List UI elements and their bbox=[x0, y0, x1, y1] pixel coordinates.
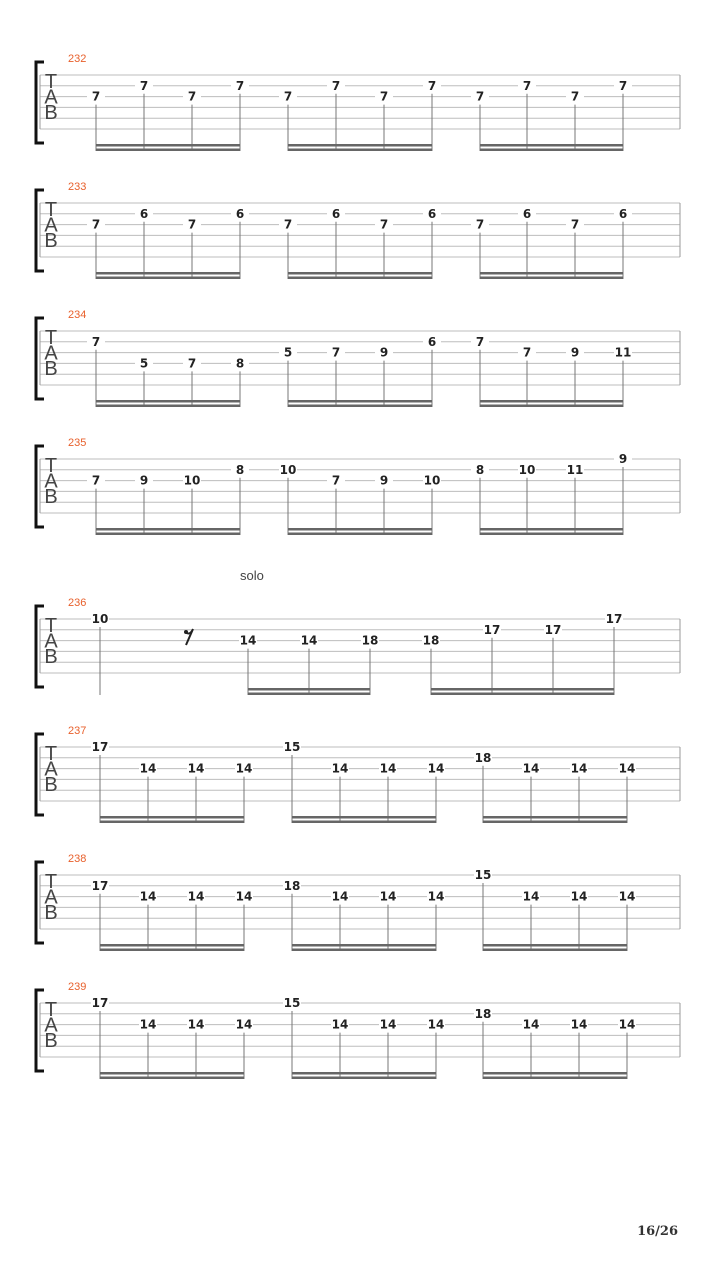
fret-number: 7 bbox=[475, 334, 485, 349]
beam bbox=[288, 272, 432, 275]
fret-number: 5 bbox=[283, 345, 293, 360]
measure-number: 233 bbox=[68, 181, 87, 193]
fret-number: 9 bbox=[379, 345, 389, 360]
tab-clef-letter: A bbox=[44, 758, 58, 781]
measure-number: 237 bbox=[68, 725, 87, 737]
fret-number: 17 bbox=[605, 612, 623, 626]
fret-number: 14 bbox=[300, 633, 318, 648]
measure-number: 232 bbox=[68, 53, 87, 65]
fret-number: 7 bbox=[187, 217, 197, 232]
fret-number: 14 bbox=[427, 889, 445, 904]
fret-number: 7 bbox=[522, 345, 532, 360]
beam bbox=[288, 400, 432, 403]
fret-number: 7 bbox=[331, 345, 341, 360]
fret-number: 7 bbox=[91, 334, 101, 349]
eighth-rest-dot bbox=[184, 630, 188, 634]
fret-number: 14 bbox=[379, 761, 397, 776]
fret-number: 14 bbox=[235, 889, 253, 904]
tab-system bbox=[36, 309, 680, 407]
beam bbox=[483, 1072, 627, 1075]
beam bbox=[480, 533, 623, 536]
tab-clef-letter: A bbox=[44, 630, 58, 653]
solo-annotation: solo bbox=[240, 568, 264, 583]
fret-number: 17 bbox=[91, 996, 109, 1010]
fret-number: 7 bbox=[379, 89, 389, 104]
fret-number: 14 bbox=[235, 1017, 253, 1032]
fret-number: 9 bbox=[139, 473, 149, 488]
fret-number: 7 bbox=[91, 217, 101, 232]
fret-number: 7 bbox=[570, 217, 580, 232]
measure-number: 239 bbox=[68, 981, 87, 993]
tab-clef-letter: A bbox=[44, 86, 58, 109]
tab-system bbox=[36, 53, 680, 151]
fret-number: 5 bbox=[139, 356, 149, 371]
fret-number: 8 bbox=[475, 462, 485, 477]
fret-number: 10 bbox=[183, 473, 201, 488]
fret-number: 6 bbox=[522, 206, 532, 221]
tab-clef-letter: T bbox=[44, 871, 58, 893]
tab-system bbox=[36, 568, 680, 695]
fret-number: 18 bbox=[422, 633, 440, 648]
fret-number: 7 bbox=[283, 217, 293, 232]
fret-number: 14 bbox=[427, 1017, 445, 1032]
fret-number: 10 bbox=[518, 462, 536, 477]
fret-number: 7 bbox=[475, 89, 485, 104]
fret-number: 18 bbox=[283, 878, 301, 893]
beam bbox=[483, 1077, 627, 1080]
beam bbox=[96, 533, 240, 536]
tab-clef-letter: T bbox=[44, 327, 58, 349]
tab-clef-letter: A bbox=[44, 1014, 58, 1037]
fret-number: 7 bbox=[187, 356, 197, 371]
fret-number: 10 bbox=[91, 612, 109, 626]
fret-number: 6 bbox=[235, 206, 245, 221]
beam bbox=[292, 821, 436, 824]
beam bbox=[292, 816, 436, 819]
beam bbox=[288, 144, 432, 147]
tab-system bbox=[36, 181, 680, 279]
measure-number: 238 bbox=[68, 853, 87, 865]
fret-number: 17 bbox=[544, 622, 562, 637]
tab-clef-letter: A bbox=[44, 214, 58, 237]
beam bbox=[292, 1072, 436, 1075]
fret-number: 14 bbox=[427, 761, 445, 776]
beam bbox=[480, 144, 623, 147]
fret-number: 14 bbox=[331, 889, 349, 904]
beam bbox=[248, 693, 370, 696]
beam bbox=[96, 528, 240, 531]
fret-number: 7 bbox=[187, 89, 197, 104]
tab-clef-letter: B bbox=[44, 1030, 58, 1052]
fret-number: 9 bbox=[618, 452, 628, 466]
beam bbox=[96, 272, 240, 275]
beam bbox=[100, 1077, 244, 1080]
beam bbox=[431, 693, 614, 696]
fret-number: 14 bbox=[570, 889, 588, 904]
fret-number: 14 bbox=[379, 889, 397, 904]
beam bbox=[288, 405, 432, 408]
fret-number: 8 bbox=[235, 462, 245, 477]
tab-clef-letter: B bbox=[44, 902, 58, 924]
fret-number: 14 bbox=[618, 889, 636, 904]
fret-number: 7 bbox=[379, 217, 389, 232]
beam bbox=[100, 944, 244, 947]
fret-number: 6 bbox=[331, 206, 341, 221]
beam bbox=[480, 149, 623, 152]
fret-number: 14 bbox=[331, 761, 349, 776]
fret-number: 17 bbox=[91, 740, 109, 754]
beam bbox=[480, 528, 623, 531]
fret-number: 14 bbox=[522, 889, 540, 904]
fret-number: 11 bbox=[614, 345, 632, 360]
beam bbox=[96, 277, 240, 280]
beam bbox=[480, 272, 623, 275]
fret-number: 7 bbox=[331, 473, 341, 488]
beam bbox=[288, 528, 432, 531]
tab-clef-letter: T bbox=[44, 71, 58, 93]
fret-number: 14 bbox=[139, 1017, 157, 1032]
fret-number: 15 bbox=[474, 868, 492, 882]
tab-clef-letter: B bbox=[44, 774, 58, 796]
tab-clef-letter: A bbox=[44, 470, 58, 493]
fret-number: 6 bbox=[427, 206, 437, 221]
fret-number: 18 bbox=[361, 633, 379, 648]
tab-clef-letter: B bbox=[44, 230, 58, 252]
tab-system bbox=[36, 725, 680, 823]
beam bbox=[292, 944, 436, 947]
fret-number: 7 bbox=[283, 89, 293, 104]
beam bbox=[292, 949, 436, 952]
beam bbox=[288, 277, 432, 280]
tab-clef-letter: T bbox=[44, 455, 58, 477]
beam bbox=[100, 949, 244, 952]
fret-number: 7 bbox=[522, 78, 532, 93]
fret-number: 14 bbox=[379, 1017, 397, 1032]
tab-system bbox=[36, 437, 680, 535]
tab-clef-letter: T bbox=[44, 999, 58, 1021]
fret-number: 7 bbox=[618, 78, 628, 93]
measure-number: 234 bbox=[68, 309, 87, 321]
tab-clef-letter: B bbox=[44, 486, 58, 508]
fret-number: 14 bbox=[239, 633, 257, 648]
fret-number: 7 bbox=[139, 78, 149, 93]
beam bbox=[100, 821, 244, 824]
tab-clef-letter: A bbox=[44, 886, 58, 909]
page-number: 16/26 bbox=[637, 1224, 678, 1239]
fret-number: 8 bbox=[235, 356, 245, 371]
tab-clef-letter: A bbox=[44, 342, 58, 365]
beam bbox=[483, 944, 627, 947]
fret-number: 6 bbox=[139, 206, 149, 221]
beam bbox=[483, 821, 627, 824]
fret-number: 17 bbox=[483, 622, 501, 637]
beam bbox=[480, 400, 623, 403]
tab-system bbox=[36, 853, 680, 951]
tab-system bbox=[36, 981, 680, 1079]
fret-number: 6 bbox=[618, 206, 628, 221]
tab-clef-letter: B bbox=[44, 646, 58, 668]
beam bbox=[480, 405, 623, 408]
beam bbox=[100, 816, 244, 819]
fret-number: 7 bbox=[91, 89, 101, 104]
beam bbox=[483, 949, 627, 952]
beam bbox=[248, 688, 370, 691]
fret-number: 9 bbox=[570, 345, 580, 360]
fret-number: 14 bbox=[187, 1017, 205, 1032]
tab-clef-letter: T bbox=[44, 743, 58, 765]
beam bbox=[483, 816, 627, 819]
tab-clef-letter: B bbox=[44, 102, 58, 124]
beam bbox=[96, 405, 240, 408]
beam bbox=[96, 149, 240, 152]
fret-number: 7 bbox=[475, 217, 485, 232]
beam bbox=[431, 688, 614, 691]
fret-number: 15 bbox=[283, 996, 301, 1010]
beam bbox=[288, 533, 432, 536]
fret-number: 14 bbox=[522, 761, 540, 776]
fret-number: 14 bbox=[570, 1017, 588, 1032]
fret-number: 18 bbox=[474, 1006, 492, 1021]
fret-number: 14 bbox=[139, 761, 157, 776]
fret-number: 11 bbox=[566, 462, 584, 477]
tab-clef-letter: B bbox=[44, 358, 58, 380]
fret-number: 6 bbox=[427, 334, 437, 349]
fret-number: 14 bbox=[618, 1017, 636, 1032]
fret-number: 7 bbox=[235, 78, 245, 93]
beam bbox=[96, 400, 240, 403]
fret-number: 7 bbox=[427, 78, 437, 93]
beam bbox=[96, 144, 240, 147]
measure-number: 235 bbox=[68, 437, 87, 449]
beam bbox=[480, 277, 623, 280]
fret-number: 14 bbox=[139, 889, 157, 904]
beam bbox=[100, 1072, 244, 1075]
fret-number: 17 bbox=[91, 878, 109, 893]
fret-number: 14 bbox=[570, 761, 588, 776]
fret-number: 7 bbox=[570, 89, 580, 104]
fret-number: 14 bbox=[187, 889, 205, 904]
fret-number: 9 bbox=[379, 473, 389, 488]
fret-number: 14 bbox=[235, 761, 253, 776]
measure-number: 236 bbox=[68, 597, 87, 609]
fret-number: 14 bbox=[331, 1017, 349, 1032]
beam bbox=[288, 149, 432, 152]
tab-clef-letter: T bbox=[44, 615, 58, 637]
fret-number: 14 bbox=[187, 761, 205, 776]
fret-number: 10 bbox=[279, 462, 297, 477]
fret-number: 10 bbox=[423, 473, 441, 488]
fret-number: 15 bbox=[283, 740, 301, 754]
fret-number: 7 bbox=[331, 78, 341, 93]
fret-number: 18 bbox=[474, 750, 492, 765]
tab-clef-letter: T bbox=[44, 199, 58, 221]
fret-number: 7 bbox=[91, 473, 101, 488]
fret-number: 14 bbox=[618, 761, 636, 776]
beam bbox=[292, 1077, 436, 1080]
fret-number: 14 bbox=[522, 1017, 540, 1032]
